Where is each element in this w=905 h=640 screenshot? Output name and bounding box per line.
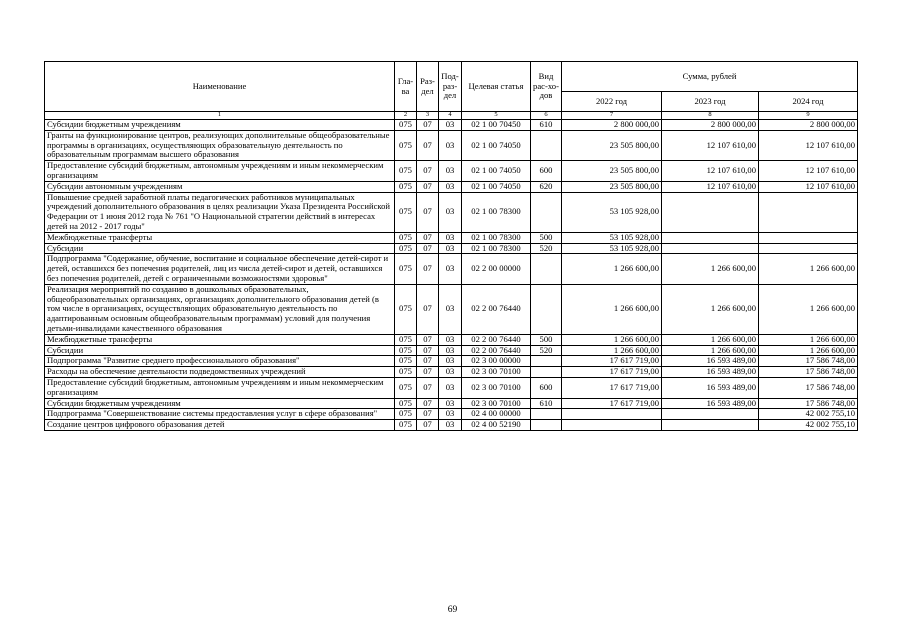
table-row [45,398,858,409]
row-sum-2023: 2 800 000,00 [662,120,759,131]
row-glava: 075 [395,377,417,398]
row-sum-2023: 1 266 600,00 [662,284,759,334]
row-target-article: 02 3 00 70100 [462,398,531,409]
row-expense-type: 610 [531,120,562,131]
row-name: Субсидии бюджетным учреждениям [45,120,395,131]
row-target-article: 02 2 00 76440 [462,334,531,345]
header-year-2024: 2024 год [759,92,858,112]
row-razdel: 07 [417,192,439,232]
row-sum-2022: 23 505 800,00 [562,161,662,182]
row-sum-2024: 1 266 600,00 [759,334,858,345]
row-target-article: 02 3 00 70100 [462,367,531,378]
row-name: Расходы на обеспечение деятельности подведомственных учреждений [45,367,395,378]
row-name: Субсидии автономным учреждениям [45,181,395,192]
table-row [45,409,858,420]
row-sum-2023 [662,420,759,431]
row-name: Субсидии [45,345,395,356]
row-sum-2024: 12 107 610,00 [759,130,858,160]
row-name: Субсидии [45,243,395,254]
row-target-article: 02 1 00 74050 [462,130,531,160]
row-target-article: 02 1 00 70450 [462,120,531,131]
row-sum-2022: 1 266 600,00 [562,345,662,356]
row-sum-2024: 17 586 748,00 [759,367,858,378]
row-expense-type [531,356,562,367]
row-glava: 075 [395,284,417,334]
row-expense-type [531,130,562,160]
row-expense-type [531,192,562,232]
row-sum-2024 [759,243,858,254]
row-glava: 075 [395,192,417,232]
row-glava: 075 [395,254,417,284]
row-sum-2024: 17 586 748,00 [759,356,858,367]
row-name: Повышение средней заработной платы педагогических работников муниципальных учреждений дополнительного образования в целях реализации Указа Президента Российской Федерации от 1 июня 2012 года № 761 "О Национальной стратегии действий в интересах детей на 2012 - 2017 годы" [45,192,395,232]
row-target-article: 02 3 00 00000 [462,356,531,367]
row-sum-2024 [759,192,858,232]
row-sum-2022: 1 266 600,00 [562,334,662,345]
row-podrazdel: 03 [439,398,462,409]
row-expense-type: 600 [531,377,562,398]
table-row [45,284,858,334]
row-podrazdel: 03 [439,409,462,420]
table-row [45,334,858,345]
row-sum-2023: 16 593 489,00 [662,367,759,378]
row-razdel: 07 [417,367,439,378]
row-podrazdel: 03 [439,284,462,334]
header-sum: Сумма, рублей [562,62,858,92]
row-sum-2022: 53 105 928,00 [562,243,662,254]
row-expense-type [531,254,562,284]
row-glava: 075 [395,420,417,431]
row-sum-2023: 12 107 610,00 [662,161,759,182]
row-sum-2023: 12 107 610,00 [662,181,759,192]
row-podrazdel: 03 [439,377,462,398]
row-razdel: 07 [417,398,439,409]
header-name: Наименование [45,62,395,112]
column-index: 5 [462,112,531,120]
table-row [45,181,858,192]
row-podrazdel: 03 [439,254,462,284]
row-name: Предоставление субсидий бюджетным, автономным учреждениям и иным некоммерческим организациям [45,161,395,182]
row-sum-2024: 42 002 755,10 [759,409,858,420]
row-name: Реализация мероприятий по созданию в дошкольных образовательных, общеобразовательных организациях, организациях дополнительного образования детей (в том числе в организациях, осуществляющих образовательную деятельность по адаптированным основным общеобразовательным программам) условий для получения детьми-инвалидами качественного образования [45,284,395,334]
table-row [45,243,858,254]
row-expense-type: 620 [531,181,562,192]
row-target-article: 02 1 00 78300 [462,243,531,254]
row-name: Гранты на функционирование центров, реализующих дополнительные общеобразовательные программы в организациях, осуществляющих образовательную деятельность по образовательным программам высшего образования [45,130,395,160]
header-year-2022: 2022 год [562,92,662,112]
row-glava: 075 [395,130,417,160]
row-name: Межбюджетные трансферты [45,232,395,243]
row-glava: 075 [395,243,417,254]
row-sum-2024: 12 107 610,00 [759,181,858,192]
row-sum-2023 [662,243,759,254]
row-podrazdel: 03 [439,356,462,367]
row-razdel: 07 [417,254,439,284]
row-sum-2024: 1 266 600,00 [759,284,858,334]
row-expense-type: 520 [531,345,562,356]
row-name: Подпрограмма "Развитие среднего профессионального образования" [45,356,395,367]
column-index: 9 [759,112,858,120]
row-sum-2023 [662,409,759,420]
row-expense-type [531,409,562,420]
row-glava: 075 [395,356,417,367]
table-row [45,420,858,431]
row-razdel: 07 [417,377,439,398]
header-glava: Гла-ва [395,62,417,112]
table-row [45,130,858,160]
row-sum-2023 [662,232,759,243]
page-number: 69 [447,605,458,615]
row-sum-2022: 23 505 800,00 [562,181,662,192]
row-podrazdel: 03 [439,420,462,431]
row-sum-2022: 17 617 719,00 [562,367,662,378]
header-target: Целевая статья [462,62,531,112]
row-target-article: 02 1 00 74050 [462,181,531,192]
row-expense-type: 520 [531,243,562,254]
column-index: 2 [395,112,417,120]
row-sum-2022: 1 266 600,00 [562,254,662,284]
row-podrazdel: 03 [439,232,462,243]
row-name: Создание центров цифрового образования детей [45,420,395,431]
column-index: 1 [45,112,395,120]
row-expense-type: 500 [531,334,562,345]
row-sum-2023: 16 593 489,00 [662,356,759,367]
row-sum-2024: 2 800 000,00 [759,120,858,131]
row-name: Подпрограмма "Содержание, обучение, воспитание и социальное обеспечение детей-сирот и детей, оставшихся без попечения родителей, лиц из числа детей-сирот и детей, оставшихся без попечения родителей, детей с ограниченными возможностями здоровья" [45,254,395,284]
row-razdel: 07 [417,420,439,431]
row-expense-type [531,284,562,334]
header-year-2023: 2023 год [662,92,759,112]
column-index-row [45,112,858,120]
budget-table [44,61,858,431]
column-index: 8 [662,112,759,120]
row-podrazdel: 03 [439,367,462,378]
row-podrazdel: 03 [439,243,462,254]
row-target-article: 02 4 00 52190 [462,420,531,431]
row-sum-2023: 12 107 610,00 [662,130,759,160]
table-row [45,161,858,182]
row-sum-2023: 16 593 489,00 [662,398,759,409]
row-glava: 075 [395,181,417,192]
table-body [45,120,858,431]
row-glava: 075 [395,345,417,356]
row-sum-2024: 17 586 748,00 [759,377,858,398]
row-glava: 075 [395,367,417,378]
table-row [45,254,858,284]
row-podrazdel: 03 [439,161,462,182]
row-glava: 075 [395,120,417,131]
row-sum-2023: 1 266 600,00 [662,345,759,356]
table-row [45,345,858,356]
row-sum-2024: 17 586 748,00 [759,398,858,409]
row-razdel: 07 [417,130,439,160]
row-name: Предоставление субсидий бюджетным, автономным учреждениям и иным некоммерческим организациям [45,377,395,398]
row-sum-2022: 2 800 000,00 [562,120,662,131]
table-row [45,377,858,398]
row-expense-type: 600 [531,161,562,182]
row-podrazdel: 03 [439,120,462,131]
row-razdel: 07 [417,243,439,254]
row-target-article: 02 2 00 00000 [462,254,531,284]
table-row [45,192,858,232]
row-sum-2024 [759,232,858,243]
row-razdel: 07 [417,181,439,192]
row-sum-2022: 17 617 719,00 [562,356,662,367]
row-sum-2024: 42 002 755,10 [759,420,858,431]
row-razdel: 07 [417,120,439,131]
row-expense-type [531,367,562,378]
row-sum-2022: 53 105 928,00 [562,192,662,232]
row-podrazdel: 03 [439,192,462,232]
row-sum-2024: 1 266 600,00 [759,254,858,284]
header-razdel: Раз-дел [417,62,439,112]
row-target-article: 02 1 00 78300 [462,192,531,232]
row-razdel: 07 [417,232,439,243]
row-razdel: 07 [417,356,439,367]
row-glava: 075 [395,398,417,409]
row-expense-type [531,420,562,431]
table-row [45,120,858,131]
row-razdel: 07 [417,284,439,334]
row-target-article: 02 1 00 74050 [462,161,531,182]
row-sum-2022 [562,420,662,431]
row-razdel: 07 [417,161,439,182]
row-target-article: 02 3 00 70100 [462,377,531,398]
row-sum-2022 [562,409,662,420]
row-sum-2022: 1 266 600,00 [562,284,662,334]
row-razdel: 07 [417,345,439,356]
row-sum-2023: 1 266 600,00 [662,254,759,284]
column-index: 7 [562,112,662,120]
row-expense-type: 500 [531,232,562,243]
table-row [45,232,858,243]
row-glava: 075 [395,232,417,243]
column-index: 6 [531,112,562,120]
row-sum-2022: 53 105 928,00 [562,232,662,243]
row-podrazdel: 03 [439,334,462,345]
column-index: 4 [439,112,462,120]
row-target-article: 02 2 00 76440 [462,345,531,356]
row-name: Субсидии бюджетным учреждениям [45,398,395,409]
row-target-article: 02 4 00 00000 [462,409,531,420]
row-target-article: 02 1 00 78300 [462,232,531,243]
row-sum-2023 [662,192,759,232]
row-name: Подпрограмма "Совершенствование системы предоставления услуг в сфере образования" [45,409,395,420]
row-target-article: 02 2 00 76440 [462,284,531,334]
row-expense-type: 610 [531,398,562,409]
row-podrazdel: 03 [439,345,462,356]
row-glava: 075 [395,161,417,182]
row-glava: 075 [395,334,417,345]
row-name: Межбюджетные трансферты [45,334,395,345]
row-sum-2023: 16 593 489,00 [662,377,759,398]
header-vid: Вид рас-хо-дов [531,62,562,112]
header-podrazdel: Под-раз-дел [439,62,462,112]
table-row [45,367,858,378]
row-sum-2024: 12 107 610,00 [759,161,858,182]
table-row [45,356,858,367]
row-sum-2023: 1 266 600,00 [662,334,759,345]
row-podrazdel: 03 [439,130,462,160]
column-index: 3 [417,112,439,120]
row-glava: 075 [395,409,417,420]
row-sum-2022: 17 617 719,00 [562,377,662,398]
row-razdel: 07 [417,334,439,345]
row-razdel: 07 [417,409,439,420]
row-sum-2022: 17 617 719,00 [562,398,662,409]
row-sum-2024: 1 266 600,00 [759,345,858,356]
row-sum-2022: 23 505 800,00 [562,130,662,160]
row-podrazdel: 03 [439,181,462,192]
